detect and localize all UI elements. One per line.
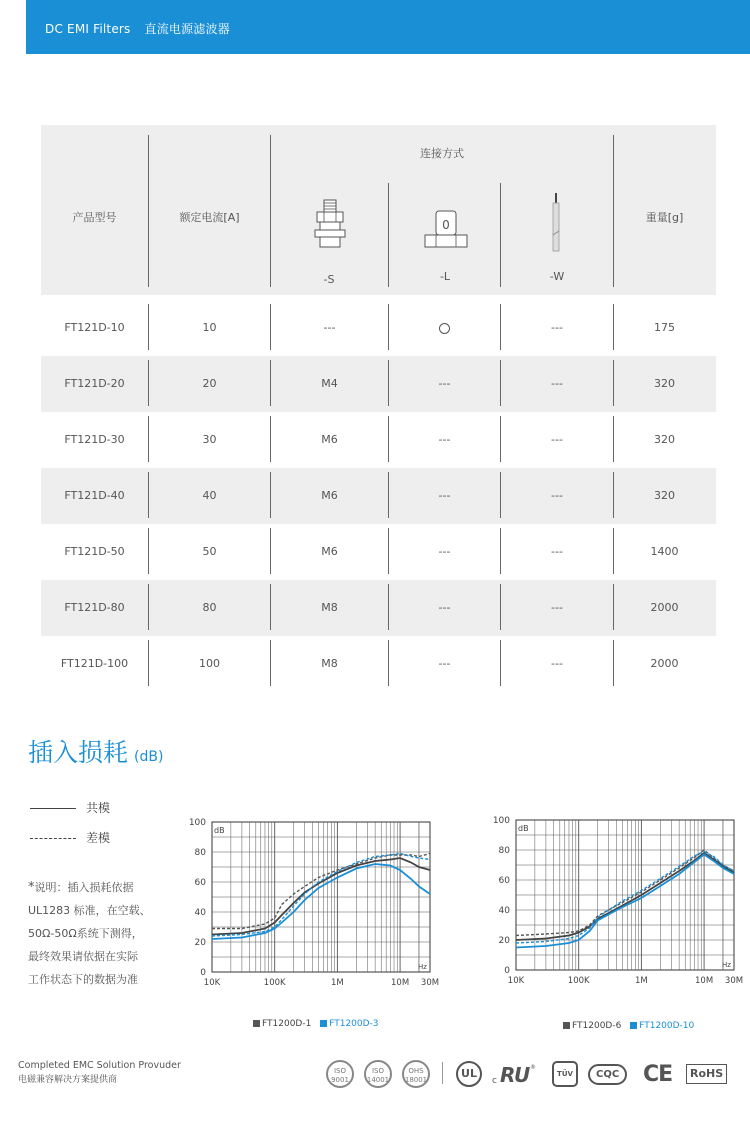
cell-current: 30 — [202, 433, 217, 446]
iso-badge: ISO 14001 — [364, 1060, 392, 1088]
note-line: 最终效果请依据在实际 — [28, 950, 138, 963]
ce-logo — [643, 1060, 672, 1088]
row-divider — [270, 640, 271, 686]
chart-1-legend-a: FT1200D-1 — [262, 1019, 312, 1029]
ce-mark: CE — [643, 1061, 673, 1087]
y-tick-label: 20 — [498, 936, 510, 946]
cell-w: --- — [551, 601, 563, 614]
dashed-line-icon — [30, 838, 76, 839]
ohsas-logo — [402, 1060, 430, 1088]
cell-current: 100 — [199, 657, 220, 670]
note-line: 说明：插入损耗依据 — [34, 881, 134, 894]
rohs-logo — [686, 1060, 727, 1088]
tuv-logo — [552, 1060, 578, 1088]
header-bar — [26, 0, 750, 54]
cell-s: M6 — [321, 545, 338, 558]
legend-swatch — [563, 1022, 570, 1029]
cell-model: FT121D-10 — [64, 321, 125, 334]
cell-current: 40 — [202, 489, 217, 502]
cell-l: --- — [438, 433, 451, 446]
row-divider — [613, 472, 614, 518]
cell-s: M6 — [321, 489, 338, 502]
insertion-loss-title — [28, 733, 163, 769]
row-divider — [500, 640, 501, 686]
iso9001-logo — [326, 1060, 354, 1088]
y-tick-label: 100 — [492, 816, 510, 826]
x-tick-label: 1M — [635, 976, 648, 986]
chart-1-legend-b: FT1200D-3 — [329, 1019, 379, 1029]
row-divider — [613, 304, 614, 350]
table-row — [41, 300, 716, 356]
row-divider — [270, 416, 271, 462]
row-divider — [270, 360, 271, 406]
x-tick-label: 100K — [567, 976, 590, 986]
x-tick-label: 30M — [420, 978, 440, 988]
y-tick-label: 40 — [194, 908, 206, 918]
iso14001-logo — [364, 1060, 392, 1088]
cell-model: FT121D-30 — [64, 433, 125, 446]
row-divider — [613, 360, 614, 406]
cell-l: --- — [438, 657, 451, 670]
cell-w: --- — [551, 489, 563, 502]
footer-tagline-cn: 电磁兼容解决方案提供商 — [18, 1075, 118, 1085]
iso-badge: OHS 18001 — [402, 1060, 430, 1088]
ul-logo — [456, 1060, 482, 1088]
ur-mark-icon — [492, 1061, 538, 1087]
row-divider — [500, 472, 501, 518]
table-row — [41, 412, 716, 468]
row-divider — [388, 360, 389, 406]
y-tick-label: 20 — [194, 938, 206, 948]
cell-l: --- — [438, 489, 451, 502]
cell-current: 10 — [202, 321, 217, 334]
header-divider — [613, 135, 614, 287]
table-row — [41, 468, 716, 524]
wire-terminal-icon — [549, 193, 563, 255]
rohs-mark: RoHS — [686, 1064, 727, 1084]
row-divider — [148, 640, 149, 686]
y-tick-label: 0 — [200, 968, 206, 978]
row-divider — [500, 416, 501, 462]
header-divider — [148, 135, 149, 287]
row-divider — [500, 528, 501, 574]
cell-w: --- — [551, 321, 563, 334]
svg-text:c: c — [492, 1076, 497, 1086]
legend-swatch — [253, 1020, 260, 1027]
row-divider — [613, 416, 614, 462]
y-tick-label: 60 — [194, 878, 206, 888]
cell-weight: 1400 — [650, 545, 679, 558]
cell-current: 80 — [202, 601, 217, 614]
cell-w: --- — [551, 377, 563, 390]
header-divider — [388, 183, 389, 287]
chart-1-legend — [253, 1019, 379, 1029]
footer-divider — [442, 1062, 443, 1084]
cell-w: --- — [551, 545, 563, 558]
header-title — [45, 20, 230, 37]
available-circle-icon — [439, 323, 450, 334]
stud-terminal-icon — [313, 199, 347, 251]
insertion-loss-label: 插入损耗 — [28, 738, 129, 767]
header-title-cn: 直流电源滤波器 — [144, 22, 230, 36]
row-divider — [388, 584, 389, 630]
cell-model: FT121D-20 — [64, 377, 125, 390]
legend-swatch — [320, 1020, 327, 1027]
y-axis-label: dB — [518, 824, 529, 833]
cell-w: --- — [551, 433, 563, 446]
cell-weight: 2000 — [650, 601, 679, 614]
cell-weight: 320 — [654, 377, 675, 390]
header-w: -W — [549, 270, 565, 283]
row-divider — [148, 304, 149, 350]
header-divider — [270, 135, 271, 287]
y-tick-label: 80 — [498, 846, 510, 856]
row-divider — [148, 360, 149, 406]
cell-w: --- — [551, 657, 563, 670]
table-row — [41, 524, 716, 580]
header-model: 产品型号 — [72, 211, 117, 224]
x-tick-label: 10M — [391, 978, 410, 988]
legend-common-mode — [30, 799, 110, 816]
solid-line-icon — [30, 808, 76, 809]
header-divider — [500, 183, 501, 287]
cell-model: FT121D-50 — [64, 545, 125, 558]
x-axis-label: Hz — [722, 961, 731, 969]
row-divider — [270, 304, 271, 350]
row-divider — [500, 360, 501, 406]
svg-text:U: U — [514, 1063, 531, 1087]
header-connection: 连接方式 — [420, 147, 464, 160]
row-divider — [388, 472, 389, 518]
cell-s: M8 — [321, 601, 338, 614]
row-divider — [613, 640, 614, 686]
lug-terminal-icon — [423, 209, 469, 251]
header-current: 额定电流[A] — [179, 211, 240, 224]
row-divider — [613, 528, 614, 574]
chart-2-legend-b: FT1200D-10 — [639, 1021, 695, 1031]
row-divider — [388, 416, 389, 462]
cell-weight: 320 — [654, 489, 675, 502]
cell-current: 20 — [202, 377, 217, 390]
insertion-loss-unit: (dB) — [134, 749, 164, 765]
ul-mark: UL — [456, 1061, 482, 1087]
row-divider — [388, 528, 389, 574]
note-star: * — [28, 880, 35, 895]
y-tick-label: 100 — [188, 818, 206, 828]
table-row — [41, 356, 716, 412]
cqc-logo — [588, 1060, 627, 1088]
svg-text:®: ® — [530, 1064, 536, 1071]
svg-text:0: 0 — [442, 218, 450, 232]
header-s: -S — [323, 273, 335, 286]
iso-badge: ISO 9001 — [326, 1060, 354, 1088]
cell-weight: 175 — [654, 321, 675, 334]
chart-2-legend-a: FT1200D-6 — [572, 1021, 622, 1031]
chart-2-legend — [563, 1021, 694, 1031]
cell-s: M6 — [321, 433, 338, 446]
y-tick-label: 80 — [194, 848, 206, 858]
cell-l: --- — [438, 545, 451, 558]
cell-s: --- — [323, 321, 336, 334]
cell-weight: 320 — [654, 433, 675, 446]
legend-differential-mode — [30, 829, 110, 846]
row-divider — [148, 472, 149, 518]
row-divider — [270, 584, 271, 630]
cell-s: M4 — [321, 377, 338, 390]
tuv-mark: TÜV — [552, 1061, 578, 1087]
cell-l: --- — [438, 377, 451, 390]
row-divider — [270, 528, 271, 574]
note-line: 50Ω-50Ω系统下测得， — [28, 927, 143, 940]
ur-logo — [492, 1060, 538, 1088]
y-tick-label: 0 — [504, 966, 510, 976]
row-divider — [500, 584, 501, 630]
x-axis-label: Hz — [418, 963, 427, 971]
x-tick-label: 10M — [695, 976, 714, 986]
legend-common-label: 共模 — [86, 801, 111, 815]
insertion-loss-chart-2 — [486, 810, 748, 990]
y-tick-label: 40 — [498, 906, 510, 916]
header-l: -L — [439, 270, 451, 283]
insertion-loss-chart-1 — [182, 812, 444, 992]
cell-model: FT121D-80 — [64, 601, 125, 614]
row-divider — [500, 304, 501, 350]
cell-model: FT121D-40 — [64, 489, 125, 502]
cell-current: 50 — [202, 545, 217, 558]
x-tick-label: 10K — [203, 978, 221, 988]
cqc-mark: CQC — [588, 1064, 627, 1085]
x-tick-label: 100K — [263, 978, 286, 988]
table-row — [41, 580, 716, 636]
footer-tagline-en: Completed EMC Solution Provuder — [18, 1060, 181, 1071]
header-weight: 重量[g] — [645, 211, 684, 224]
cell-l — [389, 300, 500, 356]
x-tick-label: 30M — [724, 976, 744, 986]
x-tick-label: 10K — [507, 976, 525, 986]
row-divider — [613, 584, 614, 630]
y-tick-label: 60 — [498, 876, 510, 886]
table-header — [41, 125, 716, 295]
row-divider — [388, 640, 389, 686]
row-divider — [148, 584, 149, 630]
cell-model: FT121D-100 — [60, 657, 129, 670]
footer-tagline — [18, 1058, 181, 1088]
header-title-en: DC EMI Filters — [45, 22, 131, 36]
legend-swatch — [630, 1022, 637, 1029]
test-note — [28, 876, 158, 991]
cell-s: M8 — [321, 657, 338, 670]
note-line: UL1283 标准，在空载、 — [28, 904, 151, 917]
legend-diff-label: 差模 — [86, 831, 111, 845]
row-divider — [270, 472, 271, 518]
table-row — [41, 636, 716, 692]
cell-l: --- — [438, 601, 451, 614]
cell-weight: 2000 — [650, 657, 679, 670]
row-divider — [148, 416, 149, 462]
y-axis-label: dB — [214, 826, 225, 835]
note-line: 工作状态下的数据为准 — [28, 973, 138, 986]
row-divider — [388, 304, 389, 350]
x-tick-label: 1M — [331, 978, 344, 988]
svg-text:R: R — [500, 1063, 516, 1087]
row-divider — [148, 528, 149, 574]
